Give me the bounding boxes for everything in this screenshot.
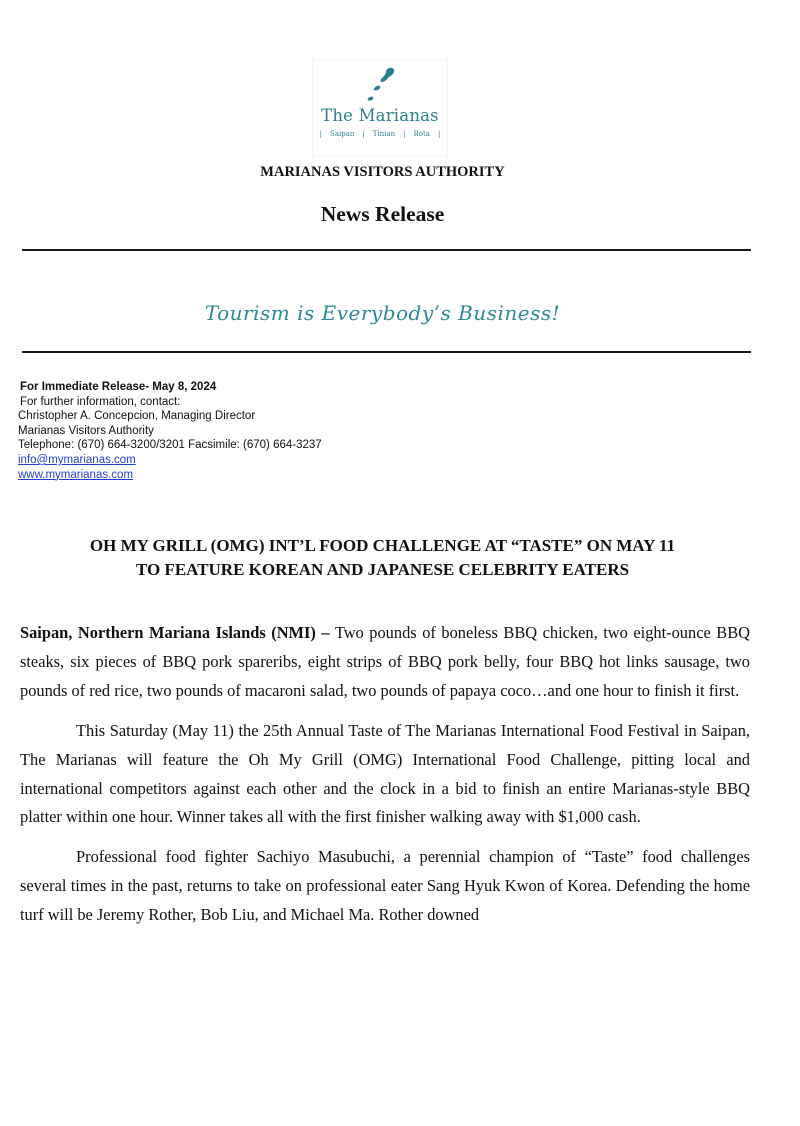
tagline: Tourism is Everybody’s Business! (204, 301, 561, 325)
headline (0, 534, 765, 581)
logo-separator: | (319, 130, 323, 138)
logo-islands (313, 130, 447, 138)
logo-separator: | (362, 130, 365, 138)
logo-separator: | (437, 130, 441, 138)
contact-org: Marianas Visitors Authority (18, 424, 154, 437)
headline-line-2: TO FEATURE KOREAN AND JAPANESE CELEBRITY EATERS (135, 559, 630, 579)
info-line: For further information, contact: (20, 395, 181, 408)
contact-name: Christopher A. Concepcion, Managing Director (18, 410, 256, 423)
website-link[interactable]: www.mymarianas.com (18, 468, 134, 481)
paragraph-2: This Saturday (May 11) the 25th Annual Taste of The Marianas International Food Festival in Saipan, The Marianas will feature the Oh My Grill (OMG) International Food Challenge, pitting local and international competitors against each other and the clock in a bid to finish an entire Marianas-style BBQ platter within one hour. Winner takes all with the first finisher walking away with $1,000 cash. (20, 720, 750, 827)
marianas-logo (313, 60, 447, 156)
logo-island-rota: Rota (413, 130, 430, 138)
contact-block (18, 380, 322, 482)
document-type: News Release (320, 202, 445, 226)
logo-title: The Marianas (321, 106, 439, 125)
contact-phone: Telephone: (670) 664-3200/3201 Facsimile: (670) 664-3237 (18, 439, 322, 452)
top-divider (22, 249, 751, 251)
paragraph-1-text: Two pounds of boneless BBQ chicken, two eight-ounce BBQ steaks, six pieces of BBQ pork spareribs, eight strips of BBQ pork belly, four BBQ hot links sausage, two pounds of red rice, two pounds of macaroni salad, two pounds of papaya coco…and one hour to finish it first. (20, 623, 750, 700)
release-date: For Immediate Release- May 8, 2024 (20, 381, 217, 393)
headline-line-1: OH MY GRILL (OMG) INT’L FOOD CHALLENGE AT “TASTE” ON MAY 11 (89, 536, 676, 555)
logo-separator: | (403, 130, 406, 138)
organization-name: MARIANAS VISITORS AUTHORITY (260, 164, 505, 180)
dateline: Saipan, Northern Mariana Islands (NMI) – (20, 623, 330, 642)
article-body (20, 619, 750, 941)
paragraph-3: Professional food fighter Sachiyo Masubuchi, a perennial champion of “Taste” food challenges several times in the past, returns to take on professional eater Sang Hyuk Kwon of Korea. Defending the home turf will be Jeremy Rother, Bob Liu, and Michael Ma. Rother downed (20, 847, 750, 925)
logo-island-saipan: Saipan (330, 130, 355, 138)
bottom-divider (22, 351, 751, 353)
email-link[interactable]: info@mymarianas.com (18, 453, 136, 466)
paragraph-1 (20, 619, 750, 706)
logo-island-tinian: Tinian (372, 130, 396, 138)
